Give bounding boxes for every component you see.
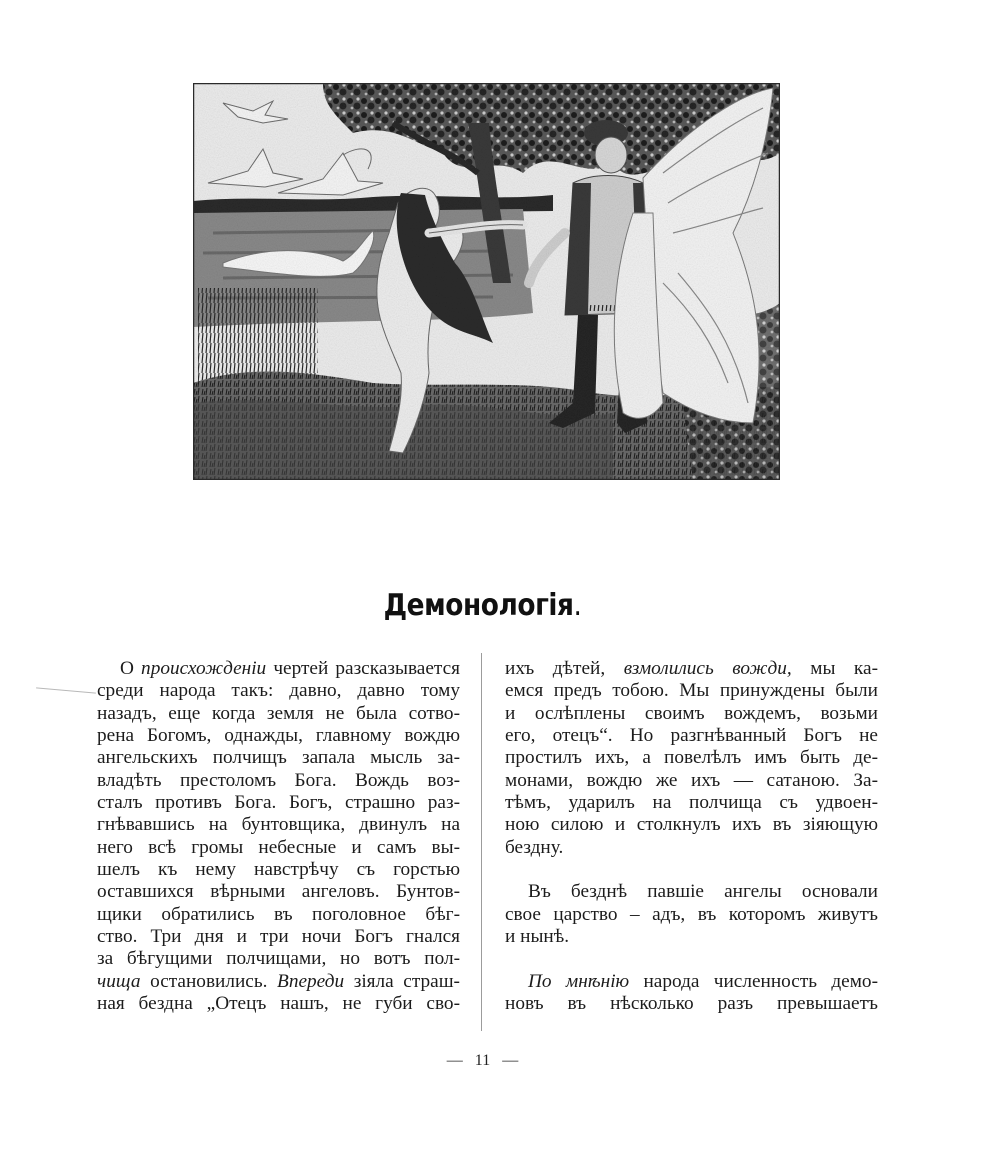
text-segment: ихъ дѣтей,	[505, 658, 624, 679]
text-line	[97, 971, 460, 993]
italic-text: Впереди	[277, 970, 345, 992]
text-line	[97, 837, 460, 859]
italic-text: мнѣнію	[565, 970, 630, 992]
paragraph-gap	[505, 948, 878, 970]
page-title-text: Демонологія	[383, 588, 574, 623]
text-segment	[552, 971, 566, 992]
text-segment: за бѣгущими полчищами, но вотъ пол-	[97, 948, 460, 970]
page-number: — 11 —	[446, 1052, 519, 1069]
text-line	[505, 837, 878, 859]
text-segment: назадъ, еще когда земля не была сотво-	[97, 702, 460, 724]
column-divider	[481, 653, 482, 1031]
text-line	[97, 747, 460, 769]
text-segment: щики обратились въ поголовное бѣг-	[97, 903, 460, 925]
text-segment: ная бездна „Отецъ нашъ, не губи сво-	[97, 993, 460, 1015]
text-line	[97, 725, 460, 747]
text-line	[505, 904, 878, 926]
text-line	[505, 770, 878, 792]
text-segment: емся предъ тобою. Мы принуждены были	[505, 680, 878, 702]
text-line	[97, 770, 460, 792]
text-segment: и нынѣ.	[505, 926, 570, 948]
text-column-right	[505, 658, 878, 1016]
text-line	[505, 971, 878, 993]
text-line	[505, 814, 878, 836]
text-segment: бездну.	[505, 836, 564, 858]
page-title	[58, 588, 907, 623]
text-segment: свое царство – адъ, въ которомъ живутъ	[505, 903, 878, 925]
text-segment: чертей разсказывается	[266, 658, 461, 679]
text-line	[97, 703, 460, 725]
text-segment: ною силою и столкнулъ ихъ въ зіяющую	[505, 814, 878, 836]
text-segment: остановились.	[140, 970, 278, 992]
text-line	[505, 926, 878, 948]
italic-text: происхожденіи	[141, 658, 267, 679]
text-segment: народа численность демо-	[629, 970, 878, 992]
text-segment: сталъ противъ Бога. Богъ, страшно раз-	[97, 792, 460, 814]
text-segment: О	[120, 658, 142, 679]
paragraph	[505, 971, 878, 1016]
text-segment: новъ въ нѣсколько разъ превышаетъ	[505, 993, 878, 1015]
text-segment: ство. Три дня и три ночи Богъ гнался	[97, 926, 460, 948]
text-line	[505, 703, 878, 725]
text-segment: него всѣ громы небесные и самъ вы-	[97, 836, 460, 858]
text-line	[505, 725, 878, 747]
text-line	[505, 747, 878, 769]
text-line	[97, 881, 460, 903]
illustration	[193, 83, 780, 480]
text-line	[505, 993, 878, 1015]
text-segment: рена Богомъ, однажды, главному вождю	[97, 725, 460, 747]
text-segment: ангельскихъ полчищъ запала мысль за-	[97, 747, 460, 769]
text-line	[97, 658, 460, 680]
text-segment: среди народа такъ: давно, давно тому	[97, 680, 460, 702]
text-segment: Въ безднѣ павшіе ангелы основали	[528, 881, 878, 903]
text-segment: шелъ къ нему навстрѣчу съ горстью	[97, 859, 460, 881]
text-segment: зіяла страш-	[344, 970, 460, 992]
text-segment: оставшихся вѣрными ангеловъ. Бунтов-	[97, 881, 460, 903]
text-segment: тѣмъ, ударилъ на полчища съ удвоен-	[505, 792, 878, 814]
text-line	[97, 948, 460, 970]
text-line	[97, 859, 460, 881]
text-line	[97, 792, 460, 814]
text-segment: гнѣвавшись на бунтовщика, двинулъ на	[97, 814, 460, 836]
page-smudge	[36, 687, 96, 693]
text-segment: монами, вождю же ихъ — сатаною. За-	[505, 769, 878, 791]
text-segment: владѣть престоломъ Бога. Вождь воз-	[97, 769, 460, 791]
page-title-period: .	[573, 588, 582, 623]
text-segment: простилъ ихъ, а повелѣлъ имъ быть де-	[505, 747, 878, 769]
paragraph-gap	[505, 859, 878, 881]
paragraph	[505, 881, 878, 948]
text-line	[97, 926, 460, 948]
text-line	[97, 814, 460, 836]
text-line	[505, 680, 878, 702]
text-segment: и ослѣплены своимъ вождемъ, возьми	[505, 702, 878, 724]
italic-text: чища	[97, 970, 141, 992]
text-column-left	[97, 658, 460, 1016]
text-line	[505, 792, 878, 814]
text-line	[505, 658, 878, 680]
text-segment: его, отецъ“. Но разгнѣванный Богъ не	[505, 725, 878, 747]
text-line	[97, 904, 460, 926]
text-line	[97, 680, 460, 702]
text-line	[505, 881, 878, 903]
illustration-drawing	[193, 83, 780, 480]
text-segment: мы ка-	[791, 658, 878, 679]
paragraph	[505, 658, 878, 859]
italic-text: взмолились вожди,	[623, 658, 792, 679]
italic-text: По	[528, 970, 552, 992]
text-line	[97, 993, 460, 1015]
